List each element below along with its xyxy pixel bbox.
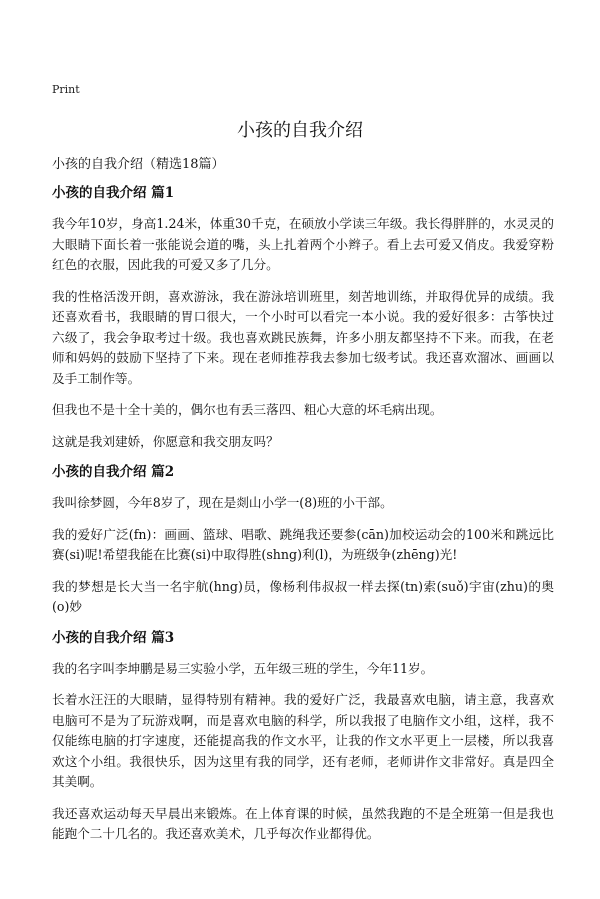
section-2-paragraph: 我的爱好广泛(fn)：画画、篮球、唱歌、跳绳我还要参(cān)加校运动会的100米和跳远比赛(si)呢!希望我能在比赛(si)中取得胜(shng)利(l)，为班级争(zhēng)光! (52, 526, 554, 562)
section-1-paragraph: 我今年10岁，身高1.24米，体重30千克，在硕放小学读三年级。我长得胖胖的，水灵灵的大眼睛下面长着一张能说会道的嘴，头上扎着两个小辫子。看上去可爱又俏皮。我爱穿粉红色的衣服，因此我的可爱又多了几分。 (52, 216, 554, 272)
page-subtitle: 小孩的自我介绍（精选18篇） (52, 157, 225, 172)
section-3-paragraph: 长着水汪汪的大眼睛，显得特别有精神。我的爱好广泛，我最喜欢电脑，请主意，我喜欢电脑可不是为了玩游戏啊，而是喜欢电脑的科学，所以我报了电脑作文小组，这样，我不仅能练电脑的打字速度，还能提高我的作文水平，让我的作文水平更上一层楼，所以我喜欢这个小组。我很快乐，因为这里有我的同学，还有老师，老师讲作文非常好。真是四全其美啊。 (52, 692, 554, 789)
section-heading-1: 小孩的自我介绍 篇1 (52, 185, 175, 201)
section-2-paragraph: 我的梦想是长大当一名宇航(hng)员，像杨利伟叔叔一样去探(tn)索(suǒ)宇宙(zhu)的奥(o)妙 (52, 578, 554, 614)
section-heading-3: 小孩的自我介绍 篇3 (52, 629, 175, 646)
page-title: 小孩的自我介绍 (237, 120, 363, 141)
section-heading-2: 小孩的自我介绍 篇2 (52, 464, 175, 480)
section-3-paragraph: 我还喜欢运动每天早晨出来锻炼。在上体育课的时候，虽然我跑的不是全班第一但是我也能跑个二十几名的。我还喜欢美术，几乎每次作业都得优。 (52, 805, 554, 841)
article-body (52, 184, 554, 856)
section-1-paragraph: 这就是我刘建娇，你愿意和我交朋友吗？ (52, 433, 279, 449)
section-3-paragraph: 我的名字叫李坤鹏是易三实验小学，五年级三班的学生，今年11岁。 (52, 660, 434, 676)
section-2-paragraph: 我叫徐梦圆，今年8岁了，现在是剡山小学一(8)班的小干部。 (52, 495, 393, 510)
print-label: Print (52, 83, 80, 96)
section-1-paragraph: 但我也不是十全十美的，偶尔也有丢三落四、粗心大意的坏毛病出现。 (52, 402, 443, 417)
section-1-paragraph: 我的性格活泼开朗，喜欢游泳，我在游泳培训班里，刻苦地训练，并取得优异的成绩。我还喜欢看书，我眼睛的胃口很大，一个小时可以看完一本小说。我的爱好很多：古筝快过六级了，我会争取考过十级。我也喜欢跳民族舞，许多小朋友都坚持不下来。而我，在老师和妈妈的鼓励下坚持了下来。现在老师推荐我去参加七级考试。我还喜欢溜冰、画画以及手工制作等。 (52, 288, 554, 386)
